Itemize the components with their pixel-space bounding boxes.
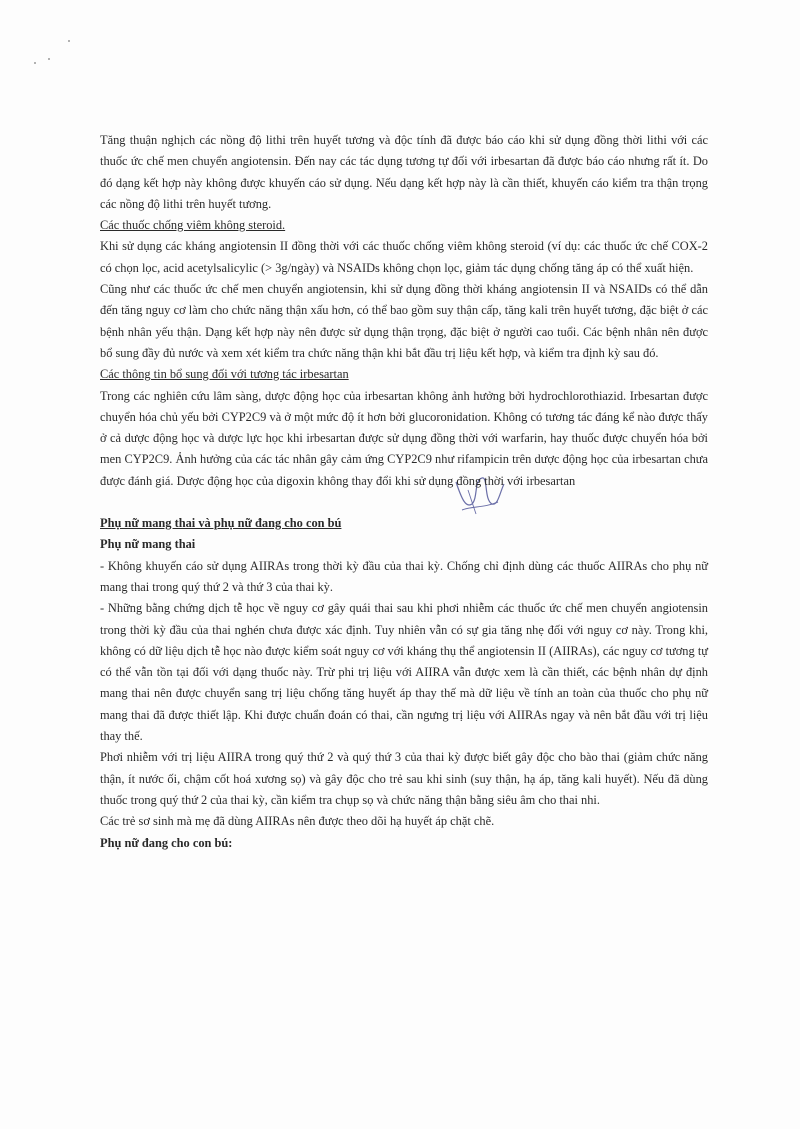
scan-speck [68, 40, 70, 42]
document-body [100, 130, 708, 854]
paragraph-nsaids-2: Cũng như các thuốc ức chế men chuyển angiotensin, khi sử dụng đồng thời kháng angiotensin II và NSAIDs có thể dẫn đến tăng nguy cơ làm cho chức năng thận xấu hơn, có thể bao gồm suy thận cấp, tăng kali trên huyết tương, đặc biệt ở các bệnh nhân yếu thận. Dạng kết hợp này nên được sử dụng thận trọng, đặc biệt ở người cao tuổi. Các bệnh nhân nên được bổ sung đầy đủ nước và xem xét kiểm tra chức năng thận khi bắt đầu trị liệu kết hợp, và kiểm tra định kỳ sau đó. [100, 282, 708, 360]
subheading-lactation: Phụ nữ đang cho con bú: [100, 835, 233, 850]
paragraph-pregnancy-2: - Những bằng chứng dịch tễ học về nguy cơ gây quái thai sau khi phơi nhiễm các thuốc ức chế men chuyển angiotensin trong thời kỳ đầu của thai nghén chưa được xác định. Tuy nhiên vẫn có sự gia tăng nhẹ đối với nguy cơ này. Trong khi, không có dữ liệu dịch tễ học nào được kiểm soát nguy cơ với kháng thụ thể angiotensin II (AIIRAs), các nguy cơ tương tự có thể vẫn tồn tại đối với dạng thuốc này. Trừ phi trị liệu với AIIRA vẫn được xem là cần thiết, các bệnh nhân dự định mang thai nên được chuyển sang trị liệu chống tăng huyết áp thay thế mà dữ liệu về tính an toàn của thuốc cho phụ nữ mang thai đã được thiết lập. Khi được chuẩn đoán có thai, cần ngưng trị liệu với AIIRAs ngay và nên bắt đầu với trị liệu thay thế. [100, 601, 708, 744]
paragraph-pregnancy-3: Phơi nhiễm với trị liệu AIIRA trong quý thứ 2 và quý thứ 3 của thai kỳ được biết gây độc cho bào thai (giảm chức năng thận, ít nước ối, chậm cốt hoá xương sọ) và gây độc cho trẻ sau khi sinh (suy thận, hạ áp, tăng kali huyết). Nếu đã dùng thuốc trong quý thứ 2 của thai kỳ, cần kiểm tra chụp sọ và chức năng thận bằng siêu âm cho thai nhi. [100, 750, 708, 807]
paragraph-pregnancy-1: - Không khuyến cáo sử dụng AIIRAs trong thời kỳ đầu của thai kỳ. Chống chỉ định dùng các thuốc AIIRAs cho phụ nữ mang thai trong quý thứ 2 và thứ 3 của thai kỳ. [100, 558, 708, 594]
paragraph-irbesartan: Trong các nghiên cứu lâm sàng, dược động học của irbesartan không ảnh hưởng bởi hydrochlorothiazid. Irbesartan được chuyển hóa chủ yếu bởi CYP2C9 và ở một mức độ ít hơn bởi glucoronidation. Không có tương tác đáng kể nào được thấy ở cả dược động học và dược lực học khi irbesartan được sử dụng đồng thời với warfarin, hay thuốc được chuyển hóa bởi men CYP2C9. Ảnh hưởng của các tác nhân gây cảm ứng CYP2C9 như rifampicin trên dược động học của irbesartan chưa được đánh giá. Dược động học của digoxin không thay đổi khi sử dụng đồng thời với irbesartan [100, 388, 708, 488]
section-heading-irbesartan: Các thông tin bổ sung đối với tương tác irbesartan [100, 367, 349, 382]
section-heading-pregnancy-lactation: Phụ nữ mang thai và phụ nữ đang cho con bú [100, 516, 342, 531]
subheading-pregnancy: Phụ nữ mang thai [100, 537, 196, 552]
spacer [100, 492, 708, 513]
section-heading-nsaids: Các thuốc chống viêm không steroid. [100, 218, 286, 233]
paragraph-pregnancy-4: Các trẻ sơ sinh mà mẹ đã dùng AIIRAs nên được theo dõi hạ huyết áp chặt chẽ. [100, 814, 495, 829]
scan-speck [48, 58, 50, 60]
paragraph-lithium: Tăng thuận nghịch các nồng độ lithi trên huyết tương và độc tính đã được báo cáo khi sử dụng đồng thời lithi với các thuốc ức chế men chuyển angiotensin. Đến nay các tác dụng tương tự đối với irbesartan đã được báo cáo nhưng rất ít. Do đó dạng kết hợp này không được khuyến cáo sử dụng. Nếu dạng kết hợp này là cần thiết, khuyến cáo kiểm tra thận trọng các nồng độ lithi trên huyết tương. [100, 133, 708, 211]
scan-speck [34, 62, 36, 64]
paragraph-nsaids-1: Khi sử dụng các kháng angiotensin II đồng thời với các thuốc chống viêm không steroid (ví dụ: các thuốc ức chế COX-2 có chọn lọc, acid acetylsalicylic (> 3g/ngày) và NSAIDs không chọn lọc, giảm tác dụng chống tăng áp có thể xuất hiện. [100, 239, 708, 275]
